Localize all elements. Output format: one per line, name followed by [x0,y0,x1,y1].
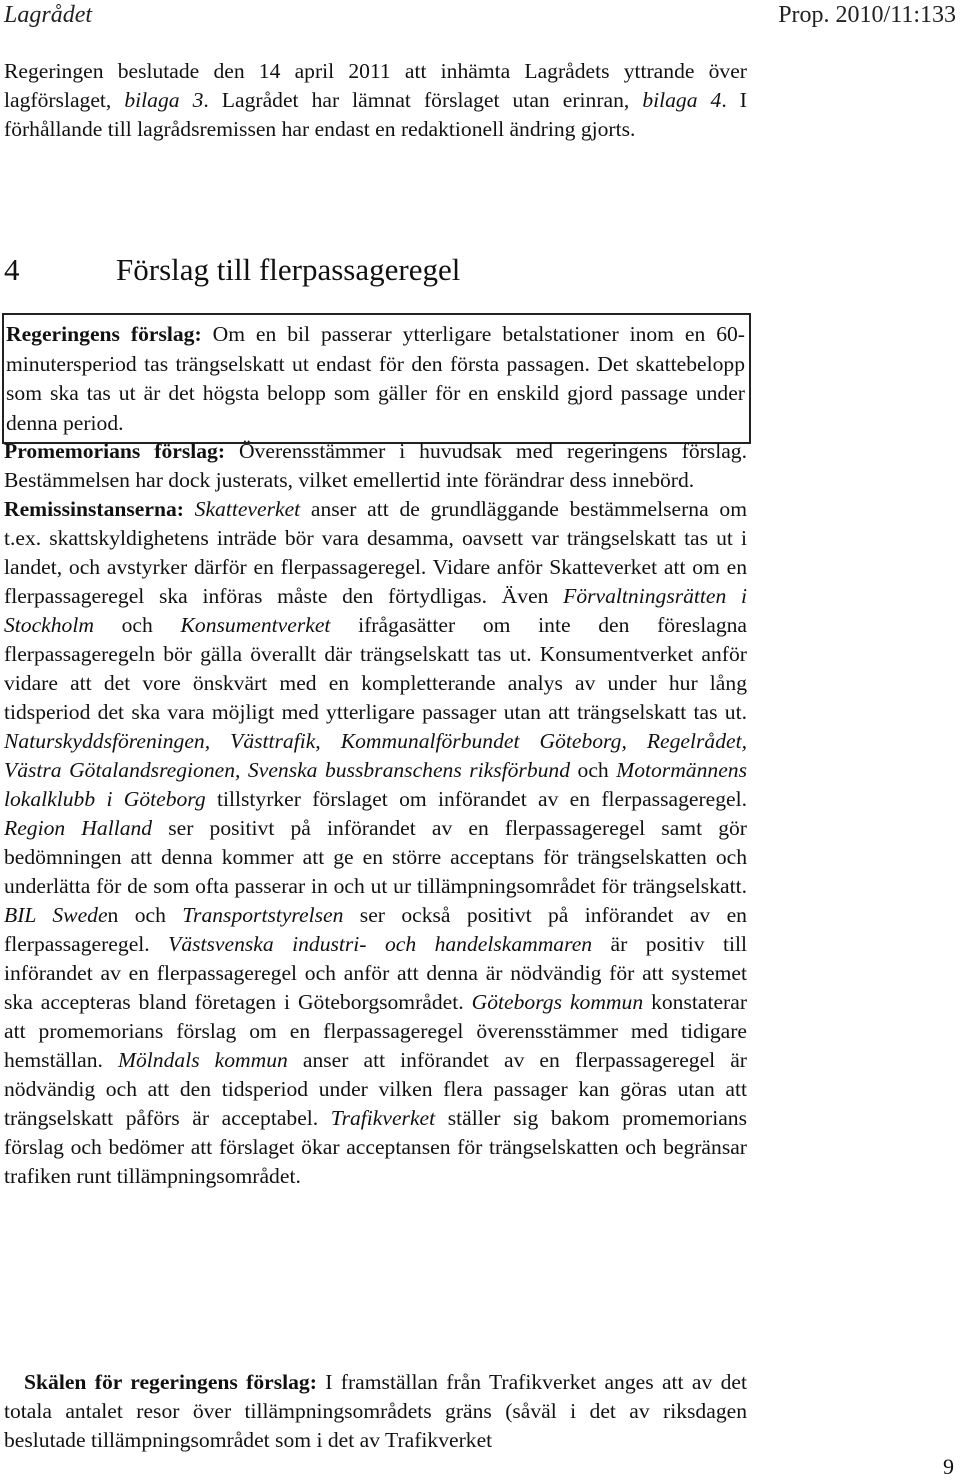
remiss-text-run: ser också positivt på införandet av en flerpassageregel. [4,903,747,956]
running-header-right: Prop. 2010/11:133 [778,2,956,28]
remiss-text-run: och [93,613,181,637]
organisation-name: Göteborgs kommun [471,990,644,1014]
remiss-text-run: ifrågasätter om inte den föreslagna flerpassageregeln bör gälla överallt där trängselskatt tas ut. Konsumentverket anför vidare att det vore önskvärt med en kompletterande analys av under hur lång tidsperiod det ska vara möjligt med ytterligare passager utan att trängselskatt tas ut. [4,613,747,724]
section-number: 4 [4,252,20,287]
remiss-text-run: n och [107,903,183,927]
remiss-text-run: tillstyrker förslaget om införandet av en flerpassageregel. [205,787,747,811]
proposal-text: Om en bil passerar ytterligare betalstationer inom en 60-minutersperiod tas trängselskatt ut endast för den första passagen. Det skattebelopp som ska tas ut är det högsta belopp som gäller för en enskild gjord passage under denna period. [6,322,746,435]
memo-paragraph: Promemorians förslag: Överensstämmer i huvudsak med regeringens förslag. Bestämmelsen har dock justerats, vilket emellertid inte förändrar dess innebörd. [4,439,747,492]
organisation-name: BIL Swede [4,903,108,927]
organisation-name: Motormännens lokalklubb i Göteborg [4,758,747,811]
section-title: Förslag till flerpassageregel [116,252,461,287]
intro-paragraph: Regeringen beslutade den 14 april 2011 att inhämta Lagrådets yttrande över lagförslaget, bilaga 3. Lagrådet har lämnat förslaget utan erinran, bilaga 4. I förhållande till lagrådsremissen har endast en redaktionell ändring gjorts. [4,59,747,141]
running-header-left: Lagrådet [4,2,93,28]
remiss-text-run: ställer sig bakom promemorians förslag och bedömer att förslaget ökar acceptansen för trängselskatten och begränsar trafiken runt tillämpningsområdet. [4,1106,747,1188]
remiss-paragraph: Remissinstanserna: Skatteverket anser att de grundläggande bestämmelserna om t.ex. skattskyldighetens inträde bör vara desamma, oavsett var trängselskatt tas ut i landet, och avstyrker därför en flerpassageregel. Vidare anför Skatteverket att om en flerpassageregel ska införas måste den förtydligas. Även Förvaltningsrätten i Stockholm och Konsumentverket ifrågasätter om inte den föreslagna flerpassageregeln bör gälla överallt där trängselskatt tas ut. Konsumentverket anför vidare att det vore önskvärt med en kompletterande analys av under hur lång tidsperiod det ska vara möjligt med ytterligare passager utan att trängselskatt tas ut. Naturskyddsföreningen, Västtrafik, Kommunalförbundet Göteborg, Regelrådet, Västra Götalandsregionen, Svenska bussbranschens riksförbund och Motormännens lokalklubb i Göteborg tillstyrker förslaget om införandet av en flerpassageregel. Region Halland ser positivt på införandet av en flerpassageregel samt gör bedömningen att denna kommer att ge en större acceptans för trängselskatten och underlätta för de som ofta passerar in och ut ur tillämpningsområdet för trängselskatt. BIL Sweden och Transportstyrelsen ser också positivt på införandet av en flerpassageregel. Västsvenska industri- och handelskammaren är positiv till införandet av en flerpassageregel och anför att denna är nödvändig för att systemet ska accepteras bland företagen i Göteborgsområdet. Göteborgs kommun konstaterar att promemorians förslag om en flerpassageregel överensstämmer med tidigare hemställan. Mölndals kommun anser att införandet av en flerpassageregel är nödvändig och att den tidsperiod under vilken flera passager kan göras utan att trängselskatt påförs är acceptabel. Trafikverket ställer sig bakom promemorians förslag och bedömer att förslaget ökar acceptansen för trängselskatten och begränsar trafiken runt tillämpningsområdet. [4,497,748,1188]
remiss-text-run: är positiv till införandet av en flerpassageregel och anför att denna är nödvändig för att systemet ska accepteras bland företagen i Göteborgsområdet. [4,932,747,1014]
organisation-name: Region Halland [4,816,153,840]
remiss-text-run: konstaterar att promemorians förslag om en flerpassageregel överensstämmer med tidigare hemställan. [4,990,748,1072]
page-number: 9 [943,1454,954,1479]
government-proposal-box [2,313,751,444]
organisation-name: Naturskyddsföreningen, Västtrafik, Kommunalförbundet Göteborg, Regelrådet, Västra Götalandsregionen, Svenska bussbranschens riksförbund [4,729,747,782]
organisation-name: Västsvenska industri- och handelskammaren [168,932,593,956]
organisation-name: Förvaltningsrätten i Stockholm [4,584,747,637]
remiss-text-run: anser att de grundläggande bestämmelserna om t.ex. skattskyldighetens inträde bör vara desamma, oavsett var trängselskatt tas ut i landet, och avstyrker därför en flerpassageregel. Vidare anför Skatteverket att om en flerpassageregel ska införas måste den förtydligas. Även [4,497,747,608]
remiss-text-run: och [570,758,617,782]
organisation-name: Transportstyrelsen [182,903,344,927]
consultation-text [4,437,747,1191]
proposal-label: Regeringens förslag: [6,322,202,346]
organisation-name: Mölndals kommun [118,1048,288,1072]
remiss-text-run [184,497,195,521]
organisation-name: Trafikverket [330,1106,436,1130]
reasons-paragraph: Skälen för regeringens förslag: I framställan från Trafikverket anges att av det totala antalet resor över tillämpningsområdets gräns (såväl i det av riksdagen beslutade tillämpningsområdet som i det av Trafikverket [4,1370,747,1452]
remiss-text-run: ser positivt på införandet av en flerpassageregel samt gör bedömningen att denna kommer att ge en större acceptans för trängselskatten och underlätta för de som ofta passerar in och ut ur tillämpningsområdet för trängselskatt. [4,816,747,898]
organisation-name: Skatteverket [194,497,301,521]
section-heading [4,250,460,290]
organisation-name: Konsumentverket [180,613,331,637]
remiss-text-run: anser att införandet av en flerpassageregel är nödvändig och att den tidsperiod under vilken flera passager kan göras utan att trängselskatt påförs är acceptabel. [4,1048,748,1130]
remiss-body [4,497,747,1188]
